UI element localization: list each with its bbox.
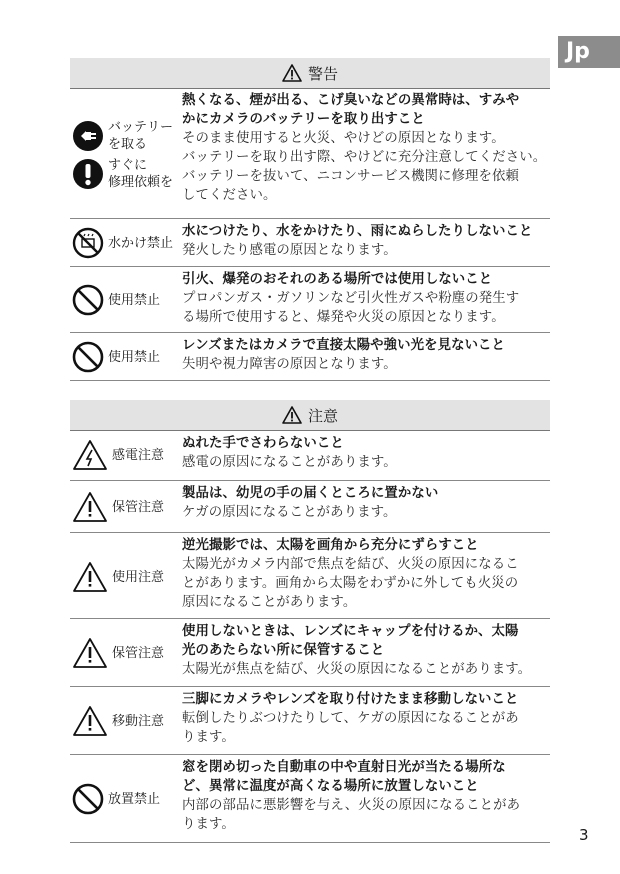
- row-body: 感電の原因になることがあります。: [182, 455, 397, 470]
- warning-header: [70, 58, 550, 89]
- unplug-battery-icon: [72, 120, 104, 152]
- language-tab: Jp: [558, 36, 620, 68]
- icon-label: 使用禁止: [108, 349, 161, 365]
- row-body: ケガの原因になることがあります。: [182, 505, 397, 520]
- caution-row-children: [70, 481, 550, 533]
- icon-label: 使用注意: [112, 569, 165, 585]
- warning-section: [70, 58, 550, 381]
- row-body: 太陽光が焦点を結び、火災の原因になることがあります。: [182, 662, 532, 677]
- caution-row-tripod: [70, 687, 550, 755]
- caution-icon: [72, 561, 108, 593]
- repair-label-1: すぐに: [108, 158, 148, 173]
- repair-label-2: 修理依頼を: [108, 175, 174, 190]
- row-title: 使用しないときは、レンズにキャップを付けるか、太陽: [182, 624, 519, 639]
- icon-label: 保管注意: [112, 645, 165, 661]
- row-title: 引火、爆発のおそれのある場所では使用しないこと: [182, 272, 493, 287]
- row-body: プロパンガス・ガソリンなど引火性ガスや粉塵の発生す: [182, 291, 520, 306]
- row-title: ぬれた手でさわらないこと: [182, 436, 344, 451]
- row-body: ります。: [182, 817, 235, 832]
- row-title: 製品は、幼児の手の届くところに置かない: [182, 486, 439, 501]
- caution-icon: [72, 491, 108, 523]
- caution-section: [70, 400, 550, 843]
- caution-icon: [72, 705, 108, 737]
- no-water-icon: [72, 227, 104, 259]
- icon-label: 感電注意: [112, 447, 165, 463]
- row-body: 内部の部品に悪影響を与え、火災の原因になることがあ: [182, 798, 521, 813]
- prohibited-icon: [72, 284, 104, 316]
- icon-label: 保管注意: [112, 499, 165, 515]
- row-title: レンズまたはカメラで直接太陽や強い光を見ないこと: [182, 338, 506, 353]
- row-body: ります。: [182, 730, 235, 745]
- row-title: 窓を閉め切った自動車の中や直射日光が当たる場所な: [182, 760, 506, 775]
- row-title: 熱くなる、煙が出る、こげ臭いなどの異常時は、すみや: [182, 93, 520, 108]
- warning-header-title: 警告: [307, 64, 338, 83]
- row-title: 逆光撮影では、太陽を画角から充分にずらすこと: [182, 538, 479, 553]
- icon-label: 移動注意: [112, 713, 165, 729]
- warning-row-flammable: [70, 267, 550, 333]
- prohibited-icon: [72, 783, 104, 815]
- row-title: 三脚にカメラやレンズを取り付けたまま移動しないこと: [182, 692, 519, 707]
- battery-label-1: バッテリー: [108, 120, 174, 135]
- caution-header-title: 注意: [307, 406, 338, 425]
- prohibited-icon: [72, 341, 104, 373]
- row-title: かにカメラのバッテリーを取り出すこと: [182, 112, 425, 127]
- row-body: 失明や視力障害の原因となります。: [182, 357, 397, 372]
- page-number: 3: [579, 826, 589, 844]
- row-body: してください。: [182, 188, 277, 203]
- icon-label: 放置禁止: [108, 791, 161, 807]
- electric-shock-icon: [72, 439, 108, 471]
- row-title: 光のあたらない所に保管すること: [182, 643, 385, 658]
- caution-triangle-icon: [282, 406, 302, 424]
- caution-row-storage: [70, 619, 550, 687]
- row-body: バッテリーを取り出す際、やけどに充分注意してください。: [182, 150, 547, 165]
- row-body: 転倒したりぶつけたりして、ケガの原因になることがあ: [182, 711, 519, 726]
- caution-icon: [72, 637, 108, 669]
- row-body: 原因になることがあります。: [182, 595, 357, 610]
- battery-label-2: を取る: [108, 137, 148, 152]
- caution-row-shock: [70, 431, 550, 481]
- warning-row-sun: [70, 333, 550, 381]
- caution-row-heat: [70, 755, 550, 843]
- warning-triangle-icon: [282, 64, 302, 82]
- caution-row-backlight: [70, 533, 550, 619]
- row-body: 発火したり感電の原因となります。: [182, 243, 397, 258]
- row-body: とがあります。画角から太陽をわずかに外しても火災の: [182, 576, 519, 591]
- warning-row-battery: [70, 89, 550, 219]
- exclamation-icon: [72, 158, 104, 190]
- warning-row-water: [70, 219, 550, 267]
- row-body: バッテリーを抜いて、ニコンサービス機関に修理を依頼: [182, 169, 519, 184]
- row-title: ど、異常に温度が高くなる場所に放置しないこと: [182, 779, 479, 794]
- caution-header: [70, 400, 550, 431]
- row-body: る場所で使用すると、爆発や火災の原因となります。: [182, 310, 505, 325]
- icon-label: 使用禁止: [108, 292, 161, 308]
- row-body: 太陽光がカメラ内部で焦点を結び、火災の原因になるこ: [182, 557, 519, 572]
- row-body: そのまま使用すると火災、やけどの原因となります。: [182, 131, 505, 146]
- row-title: 水につけたり、水をかけたり、雨にぬらしたりしないこと: [182, 224, 533, 239]
- icon-label: 水かけ禁止: [108, 235, 174, 251]
